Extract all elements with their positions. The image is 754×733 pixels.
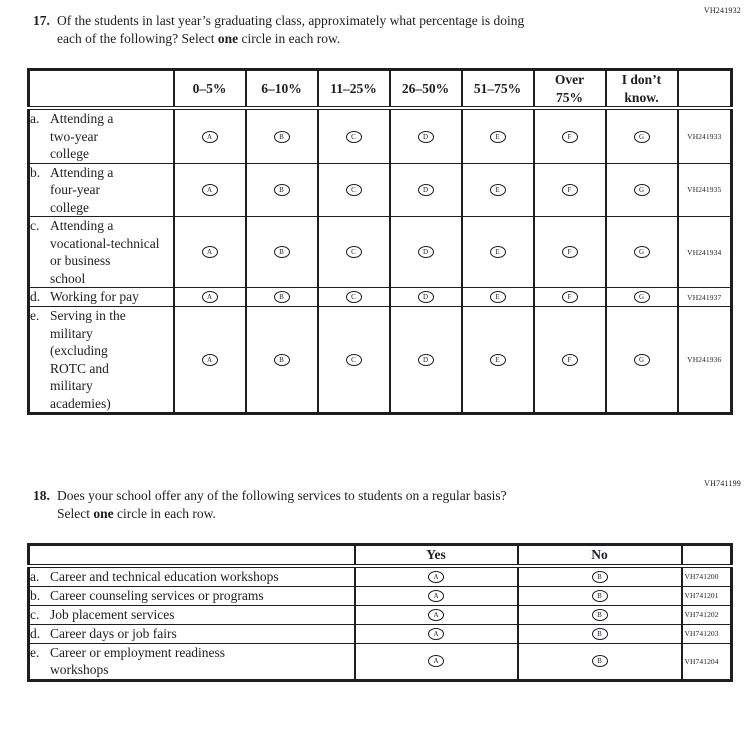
option-cell [534, 108, 606, 163]
question-number: 17. [33, 13, 50, 28]
row-label: Attending a vocational-technical or business school [50, 218, 160, 286]
row-letter: d. [30, 625, 41, 641]
option-cell [462, 163, 534, 217]
option-cell [246, 307, 318, 414]
option-circle-d[interactable]: D [418, 291, 434, 303]
option-circle-g[interactable]: G [634, 184, 650, 196]
row-code: VH241933 [678, 108, 732, 163]
column-header-line: Over [554, 72, 585, 87]
option-cell [606, 108, 678, 163]
row-label: Attending a two-year college [50, 111, 114, 161]
row-label: Career days or job fairs [50, 625, 177, 641]
table-row [29, 217, 732, 288]
table-row [29, 566, 732, 587]
option-circle-d[interactable]: D [418, 246, 434, 258]
column-header-line: 11–25% [330, 80, 377, 96]
option-circle-e[interactable]: E [490, 131, 506, 143]
row-label: Working for pay [50, 289, 139, 304]
table-row [29, 624, 732, 643]
option-cell [606, 307, 678, 414]
column-header-line: No [591, 547, 608, 562]
option-circle-e[interactable]: E [490, 354, 506, 366]
question-line-2-bold: one [217, 30, 239, 46]
header-code-cell [682, 545, 732, 566]
option-cell [318, 163, 390, 217]
row-letter: c. [30, 218, 40, 233]
option-circle-b[interactable]: B [592, 609, 608, 621]
column-header-line: Yes [426, 547, 446, 562]
option-circle-g[interactable]: G [634, 246, 650, 258]
question-18-section [0, 477, 754, 682]
option-cell [462, 288, 534, 307]
option-circle-b[interactable]: B [592, 628, 608, 640]
header-row [29, 70, 732, 109]
q18-response-table [27, 543, 733, 682]
option-circle-a[interactable]: A [202, 354, 218, 366]
option-cell [390, 108, 462, 163]
option-cell [606, 288, 678, 307]
option-cell [390, 288, 462, 307]
option-circle-b[interactable]: B [274, 246, 290, 258]
question-prompt [57, 12, 524, 47]
option-circle-c[interactable]: C [346, 354, 362, 366]
question-text [33, 0, 754, 47]
option-circle-b[interactable]: B [592, 655, 608, 667]
q17-response-table [27, 68, 733, 415]
question-line-1: Of the students in last year’s graduating class, approximately what percentage is doing [57, 13, 525, 28]
option-cell [246, 163, 318, 217]
row-letter: c. [30, 606, 40, 622]
option-cell [534, 307, 606, 414]
question-line-2-post: circle in each row. [238, 30, 341, 46]
option-cell [174, 108, 246, 163]
option-cell [390, 163, 462, 217]
option-cell [174, 163, 246, 217]
option-cell [390, 217, 462, 288]
option-cell [462, 108, 534, 163]
option-circle-a[interactable]: A [202, 131, 218, 143]
option-cell [318, 288, 390, 307]
column-header [355, 545, 518, 566]
option-circle-a[interactable]: A [428, 571, 444, 583]
option-circle-b[interactable]: B [274, 131, 290, 143]
table-row [29, 586, 732, 605]
question-line-2 [57, 505, 507, 523]
row-label: Career or employment readiness workshops [50, 644, 226, 677]
table-row [29, 108, 732, 163]
question-line-2-pre: Select [57, 505, 94, 521]
option-cell [534, 288, 606, 307]
column-header-line: 75% [556, 89, 583, 105]
column-header-line: 51–75% [473, 80, 522, 96]
option-circle-c[interactable]: C [346, 246, 362, 258]
row-label: Attending a four-year college [50, 164, 114, 215]
row-letter: e. [30, 644, 40, 660]
row-label-cell [29, 566, 355, 587]
option-cell [518, 624, 682, 643]
option-circle-a[interactable]: A [202, 184, 218, 196]
option-cell [355, 624, 518, 643]
question-text [33, 477, 754, 522]
row-code: VH241937 [678, 288, 732, 307]
column-header-line: know. [624, 89, 659, 105]
option-cell [318, 217, 390, 288]
header-row [29, 545, 732, 566]
option-circle-a[interactable]: A [428, 590, 444, 602]
row-label-cell [29, 643, 355, 680]
row-label-cell [29, 586, 355, 605]
column-header [534, 70, 606, 109]
option-cell [355, 643, 518, 680]
option-cell [518, 586, 682, 605]
option-circle-f[interactable]: F [562, 246, 578, 258]
option-cell [174, 217, 246, 288]
question-line-1: Does your school offer any of the following services to students on a regular basis? [57, 488, 507, 503]
table-row [29, 163, 732, 217]
option-circle-b[interactable]: B [274, 184, 290, 196]
option-cell [462, 307, 534, 414]
column-header-line: 26–50% [401, 80, 450, 96]
column-header [518, 545, 682, 566]
row-label-cell [29, 163, 174, 217]
option-circle-d[interactable]: D [418, 131, 434, 143]
table-row [29, 605, 732, 624]
option-cell [534, 163, 606, 217]
row-label-cell [29, 288, 174, 307]
row-code: VH741203 [682, 624, 732, 643]
row-label: Career and technical education workshops [50, 568, 279, 584]
row-letter: b. [30, 164, 41, 180]
column-header-line: 6–10% [261, 80, 302, 96]
option-cell [246, 288, 318, 307]
question-prompt [57, 487, 507, 522]
option-circle-g[interactable]: G [634, 291, 650, 303]
option-circle-b[interactable]: B [274, 354, 290, 366]
option-circle-b[interactable]: B [274, 291, 290, 303]
row-code: VH741204 [682, 643, 732, 680]
table-row [29, 288, 732, 307]
option-circle-c[interactable]: C [346, 184, 362, 196]
row-label: Career counseling services or programs [50, 587, 264, 603]
row-code: VH241936 [678, 307, 732, 414]
row-code: VH741202 [682, 605, 732, 624]
option-circle-d[interactable]: D [418, 184, 434, 196]
row-label: Serving in the military (excluding ROTC and military academies) [50, 308, 126, 411]
column-header [606, 70, 678, 109]
option-circle-g[interactable]: G [634, 354, 650, 366]
column-header [390, 70, 462, 109]
question-line-2-post: circle in each row. [113, 505, 216, 521]
question-line-2-pre: each of the following? Select [57, 30, 218, 46]
option-circle-f[interactable]: F [562, 354, 578, 366]
option-circle-g[interactable]: G [634, 131, 650, 143]
column-header [174, 70, 246, 109]
option-cell [246, 108, 318, 163]
question-code: VH741199 [704, 479, 741, 488]
table-row [29, 643, 732, 680]
option-circle-a[interactable]: A [428, 609, 444, 621]
option-circle-a[interactable]: A [428, 655, 444, 667]
row-letter: e. [30, 308, 40, 323]
row-label-cell [29, 217, 174, 288]
row-code: VH741200 [682, 566, 732, 587]
row-letter: d. [30, 289, 41, 304]
option-cell [462, 217, 534, 288]
row-letter: b. [30, 587, 41, 603]
column-header-line: I don’t [621, 72, 662, 87]
option-cell [355, 586, 518, 605]
question-line-2-bold: one [93, 505, 114, 521]
option-circle-a[interactable]: A [202, 291, 218, 303]
row-label-cell [29, 605, 355, 624]
header-blank-cell [29, 545, 355, 566]
option-cell [606, 163, 678, 217]
option-circle-e[interactable]: E [490, 291, 506, 303]
row-code: VH741201 [682, 586, 732, 605]
option-cell [390, 307, 462, 414]
row-label-cell [29, 624, 355, 643]
option-circle-a[interactable]: A [202, 246, 218, 258]
option-cell [318, 108, 390, 163]
row-label-cell [29, 108, 174, 163]
option-cell [355, 605, 518, 624]
option-circle-f[interactable]: F [562, 291, 578, 303]
option-circle-f[interactable]: F [562, 184, 578, 196]
header-blank-cell [29, 70, 174, 109]
option-circle-a[interactable]: A [428, 628, 444, 640]
row-label: Job placement services [50, 606, 175, 622]
option-circle-b[interactable]: B [592, 590, 608, 602]
question-number: 18. [33, 488, 50, 503]
option-circle-d[interactable]: D [418, 354, 434, 366]
row-letter: a. [30, 111, 40, 126]
option-circle-c[interactable]: C [346, 131, 362, 143]
option-circle-e[interactable]: E [490, 184, 506, 196]
option-cell [355, 566, 518, 587]
option-cell [174, 307, 246, 414]
table-row [29, 307, 732, 414]
option-cell [518, 605, 682, 624]
row-code: VH241935 [678, 163, 732, 217]
question-line-2 [57, 30, 524, 48]
option-circle-e[interactable]: E [490, 246, 506, 258]
option-cell [246, 217, 318, 288]
option-cell [174, 288, 246, 307]
header-code-cell [678, 70, 732, 109]
option-circle-f[interactable]: F [562, 131, 578, 143]
row-letter: a. [30, 568, 40, 584]
column-header-line: 0–5% [192, 80, 227, 96]
question-code: VH241932 [703, 6, 741, 15]
row-code: VH241934 [678, 217, 732, 288]
column-header [462, 70, 534, 109]
column-header [246, 70, 318, 109]
option-cell [606, 217, 678, 288]
column-header [318, 70, 390, 109]
option-cell [518, 566, 682, 587]
option-cell [318, 307, 390, 414]
option-circle-c[interactable]: C [346, 291, 362, 303]
option-cell [534, 217, 606, 288]
row-label-cell [29, 307, 174, 414]
option-cell [518, 643, 682, 680]
option-circle-b[interactable]: B [592, 571, 608, 583]
